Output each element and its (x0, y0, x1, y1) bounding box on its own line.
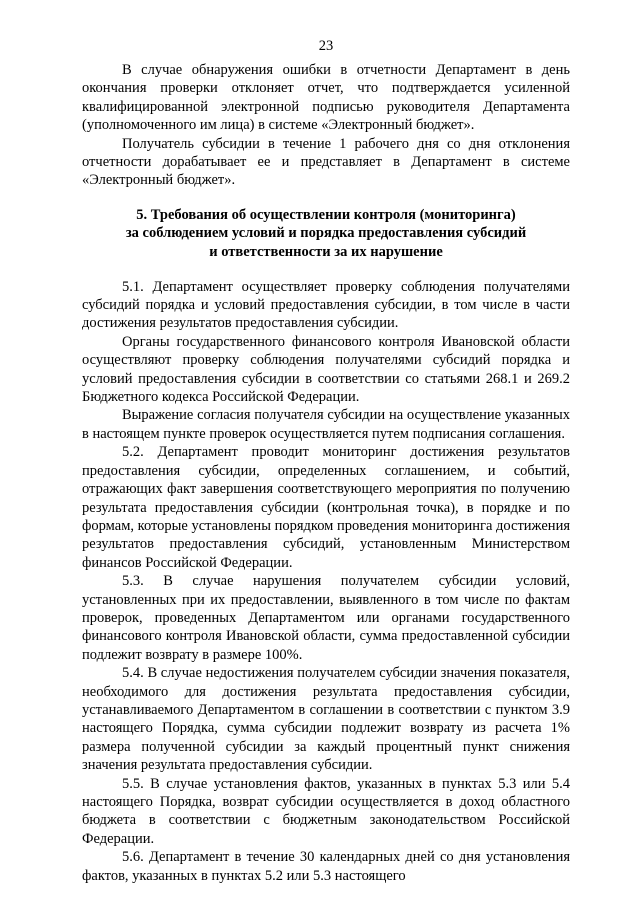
paragraph-5-5: 5.5. В случае установления фактов, указанных в пунктах 5.3 или 5.4 настоящего Порядка, возврат субсидии осуществляется в доход областного бюджета в соответствии с бюджетным законодательством Российской Федерации. (82, 775, 570, 847)
paragraph-5-3: 5.3. В случае нарушения получателем субсидии условий, установленных при их предоставлении, выявленного в том числе по фактам проверок, проведенных Департаментом или органами государственного финансового контроля Ивановской области, сумма предоставленной субсидии подлежит возврату в размере 100%. (82, 573, 570, 663)
paragraph-5-1-consent: Выражение согласия получателя субсидии на осуществление указанных в настоящем пункте проверок осуществляется путем подписания соглашения. (82, 407, 570, 442)
section-heading-line-3: и ответственности за их нарушение (209, 244, 443, 261)
section-heading (82, 206, 570, 262)
section-heading-line-1: 5. Требования об осуществлении контроля (мониторинга) (136, 206, 516, 223)
page-number: 23 (318, 38, 334, 54)
paragraph-5-6: 5.6. Департамент в течение 30 календарных дней со дня установления фактов, указанных в пунктах 5.2 или 5.3 настоящего (82, 849, 570, 884)
paragraph-5-2: 5.2. Департамент проводит мониторинг достижения результатов предоставления субсидии, определенных соглашением, и событий, отражающих факт завершения соответствующего мероприятия по получению результата предоставления субсидии (контрольная точка), в порядке и по формам, которые установлены порядком проведения мониторинга достижения результатов предоставления субсидий, установленным Министерством финансов Российской Федерации. (82, 444, 570, 571)
paragraph-5-4: 5.4. В случае недостижения получателем субсидии значения показателя, необходимого для достижения результата предоставления субсидии, устанавливаемого Департаментом в соглашении в соответствии с пунктом 3.9 настоящего Порядка, сумма субсидии подлежит возврату из расчета 1% размера полученной субсидии за каждый процентный пункт снижения значения результата предоставления субсидии. (82, 665, 570, 774)
paragraph-5-1-organs: Органы государственного финансового контроля Ивановской области осуществляют проверку соблюдения получателями субсидий порядка и условий предоставления субсидии в соответствии со статьями 268.1 и 269.2 Бюджетного кодекса Российской Федерации. (82, 333, 570, 406)
section-heading-line-2: за соблюдением условий и порядка предоставления субсидий (125, 225, 527, 242)
intro-paragraph-1: В случае обнаружения ошибки в отчетности Департамент в день окончания проверки отклоняет отчет, что подтверждается усиленной квалифицированной электронной подписью руководителя Департамента (уполномоченного им лица) в системе «Электронный бюджет». (82, 62, 570, 134)
paragraph-5-1: 5.1. Департамент осуществляет проверку соблюдения получателями субсидий порядка и условий предоставления субсидии, в том числе в части достижения результатов предоставления субсидии. (82, 278, 570, 332)
intro-paragraph-2: Получатель субсидии в течение 1 рабочего дня со дня отклонения отчетности дорабатывает ее и представляет в Департамент в системе «Электронный бюджет». (82, 135, 570, 189)
